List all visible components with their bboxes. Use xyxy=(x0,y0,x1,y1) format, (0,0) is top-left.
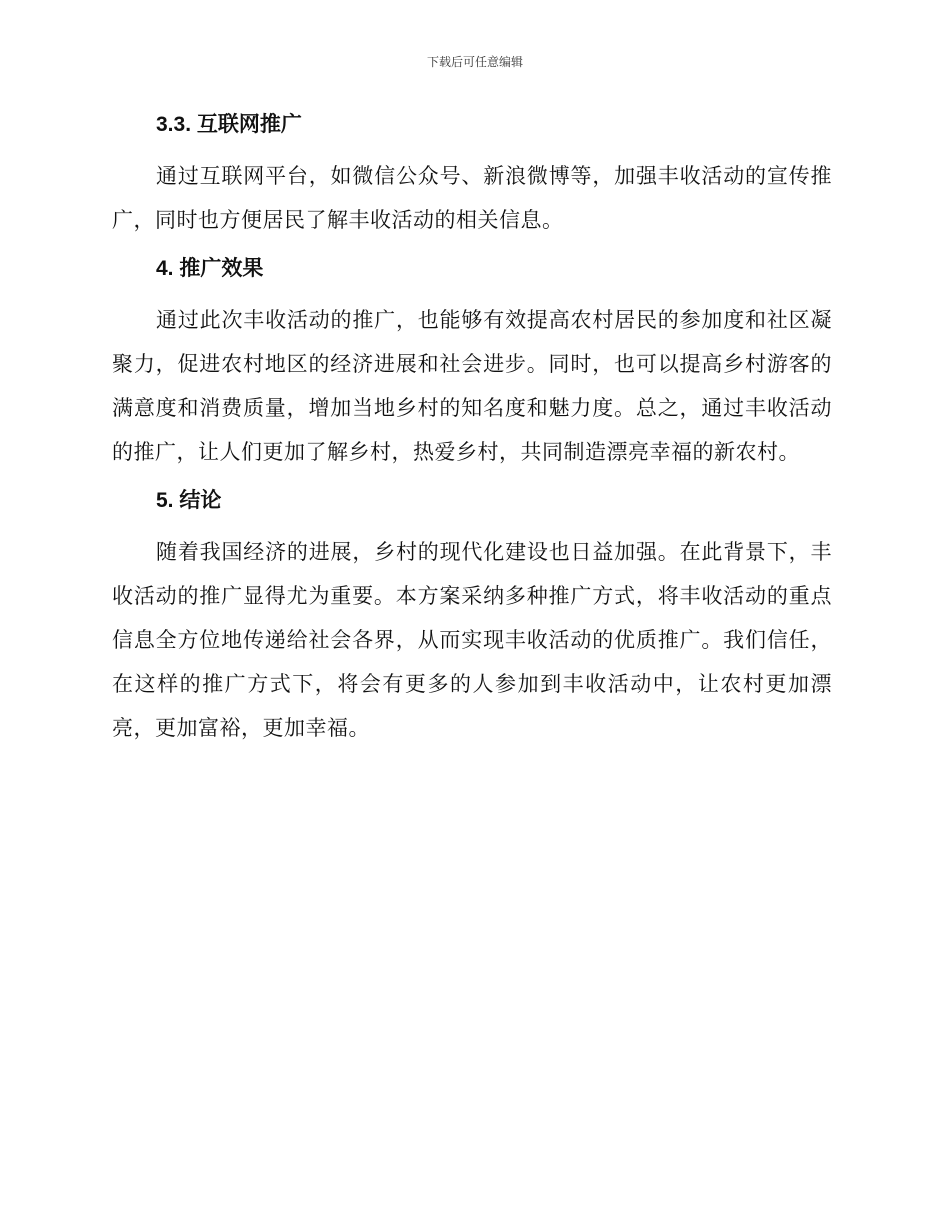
section-heading: 3.3. 互联网推广 xyxy=(156,113,302,136)
document-body xyxy=(112,108,832,760)
section-paragraph: 通过此次丰收活动的推广，也能够有效提高农村居民的参加度和社区凝聚力，促进农村地区的经济进展和社会进步。同时，也可以提高乡村游客的满意度和消费质量，增加当地乡村的知名度和魅力度。总之，通过丰收活动的推广，让人们更加了解乡村，热爱乡村，共同制造漂亮幸福的新农村。 xyxy=(112,308,832,464)
section-paragraph: 通过互联网平台，如微信公众号、新浪微博等，加强丰收活动的宣传推广，同时也方便居民了解丰收活动的相关信息。 xyxy=(112,164,832,232)
section-promotion-effect xyxy=(112,252,832,474)
section-heading: 4. 推广效果 xyxy=(156,257,264,280)
section-paragraph: 随着我国经济的进展，乡村的现代化建设也日益加强。在此背景下，丰收活动的推广显得尤为重要。本方案采纳多种推广方式，将丰收活动的重点信息全方位地传递给社会各界，从而实现丰收活动的优质推广。我们信任，在这样的推广方式下，将会有更多的人参加到丰收活动中，让农村更加漂亮，更加富裕，更加幸福。 xyxy=(112,540,832,740)
section-heading: 5. 结论 xyxy=(156,489,222,512)
section-conclusion xyxy=(112,484,832,750)
page-header: 下载后可任意编辑 xyxy=(426,55,523,69)
section-internet-promotion xyxy=(112,108,832,242)
